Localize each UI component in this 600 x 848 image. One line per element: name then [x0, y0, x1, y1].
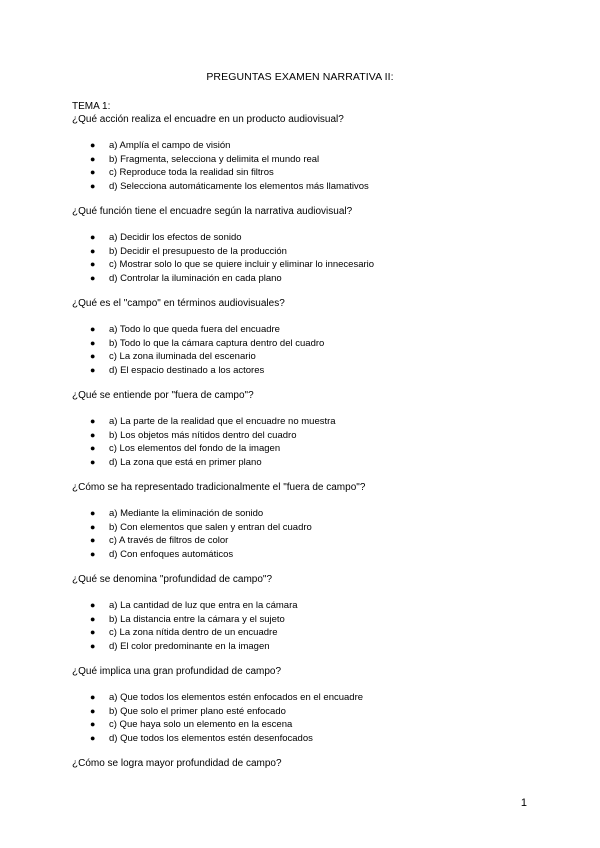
answer-option-text: b) Decidir el presupuesto de la producción [109, 245, 287, 257]
answer-option [72, 337, 532, 351]
bullet-icon: ● [90, 521, 96, 532]
bullet-icon: ● [90, 245, 96, 256]
bullet-icon: ● [90, 456, 96, 467]
answer-option [72, 180, 532, 194]
answer-option [72, 429, 532, 443]
answer-option [72, 166, 532, 180]
answer-option-text: b) Fragmenta, selecciona y delimita el mundo real [109, 153, 320, 165]
answer-option [72, 705, 532, 719]
answer-option [72, 153, 532, 167]
answer-options [72, 415, 532, 469]
answer-option-text: d) Que todos los elementos estén desenfocados [109, 732, 313, 744]
answer-option-text: c) Los elementos del fondo de la imagen [109, 443, 281, 454]
question-block [72, 205, 532, 285]
answer-option [72, 442, 532, 456]
bullet-icon: ● [90, 416, 96, 426]
bullet-icon: ● [90, 180, 96, 191]
document-title: PREGUNTAS EXAMEN NARRATIVA II: [206, 71, 394, 83]
question-list [72, 113, 532, 770]
answer-options [72, 507, 532, 561]
answer-option [72, 456, 532, 470]
bullet-icon: ● [90, 627, 96, 637]
bullet-icon: ● [90, 429, 96, 440]
question-text: ¿Qué función tiene el encuadre según la narrativa audiovisual? [72, 206, 353, 217]
answer-option-text: c) La zona nítida dentro de un encuadre [109, 627, 278, 638]
answer-option-text: b) Que solo el primer plano esté enfocado [109, 705, 286, 717]
question-text: ¿Qué acción realiza el encuadre en un producto audiovisual? [72, 114, 344, 125]
answer-option [72, 507, 532, 521]
answer-option [72, 245, 532, 259]
answer-option-text: d) Con enfoques automáticos [109, 548, 234, 560]
question-text: ¿Qué es el "campo" en términos audiovisuales? [72, 298, 285, 309]
bullet-icon: ● [90, 535, 96, 545]
answer-option-text: c) Reproduce toda la realidad sin filtros [109, 167, 274, 178]
answer-options [72, 691, 532, 745]
answer-option-text: d) Selecciona automáticamente los elementos más llamativos [109, 180, 369, 192]
answer-option-text: b) Con elementos que salen y entran del cuadro [109, 521, 312, 533]
bullet-icon: ● [90, 153, 96, 164]
answer-option [72, 599, 532, 613]
question-text: ¿Qué se entiende por "fuera de campo"? [72, 390, 254, 401]
question-text: ¿Cómo se logra mayor profundidad de campo? [72, 758, 282, 769]
answer-options [72, 139, 532, 193]
answer-option [72, 350, 532, 364]
question-text: ¿Cómo se ha representado tradicionalmente el "fuera de campo"? [72, 482, 366, 493]
answer-option [72, 613, 532, 627]
answer-option [72, 640, 532, 654]
answer-option [72, 626, 532, 640]
answer-option-text: b) Los objetos más nítidos dentro del cuadro [109, 429, 297, 441]
document-body [72, 101, 532, 770]
answer-option-text: c) A través de filtros de color [109, 535, 229, 546]
answer-option [72, 323, 532, 337]
answer-option-text: a) Amplía el campo de visión [109, 140, 231, 151]
question-text: ¿Qué implica una gran profundidad de campo? [72, 666, 282, 677]
bullet-icon: ● [90, 732, 96, 743]
bullet-icon: ● [90, 640, 96, 651]
answer-option-text: d) Controlar la iluminación en cada plano [109, 272, 282, 284]
answer-option-text: d) El espacio destinado a los actores [109, 364, 265, 376]
answer-option [72, 521, 532, 535]
answer-option [72, 272, 532, 286]
answer-option [72, 415, 532, 429]
answer-option-text: b) Todo lo que la cámara captura dentro del cuadro [109, 337, 325, 349]
answer-option-text: a) Decidir los efectos de sonido [109, 232, 242, 243]
answer-option [72, 718, 532, 732]
answer-options [72, 599, 532, 653]
bullet-icon: ● [90, 692, 96, 702]
question-block [72, 297, 532, 377]
question-block [72, 665, 532, 745]
question-text: ¿Qué se denomina "profundidad de campo"? [72, 574, 273, 585]
answer-option [72, 139, 532, 153]
answer-option-text: b) La distancia entre la cámara y el sujeto [109, 613, 285, 625]
question-block [72, 389, 532, 469]
answer-option-text: a) Mediante la eliminación de sonido [109, 508, 264, 519]
bullet-icon: ● [90, 167, 96, 177]
section-heading: TEMA 1: [72, 101, 111, 112]
answer-option [72, 534, 532, 548]
bullet-icon: ● [90, 351, 96, 361]
answer-options [72, 231, 532, 285]
question-block [72, 757, 532, 770]
answer-option [72, 691, 532, 705]
bullet-icon: ● [90, 140, 96, 150]
bullet-icon: ● [90, 705, 96, 716]
bullet-icon: ● [90, 719, 96, 729]
bullet-icon: ● [90, 337, 96, 348]
answer-option-text: a) Todo lo que queda fuera del encuadre [109, 324, 280, 335]
answer-option-text: c) La zona iluminada del escenario [109, 351, 256, 362]
answer-option-text: d) El color predominante en la imagen [109, 640, 270, 652]
bullet-icon: ● [90, 600, 96, 610]
bullet-icon: ● [90, 232, 96, 242]
bullet-icon: ● [90, 364, 96, 375]
answer-option [72, 231, 532, 245]
answer-options [72, 323, 532, 377]
bullet-icon: ● [90, 508, 96, 518]
answer-option [72, 364, 532, 378]
answer-option [72, 548, 532, 562]
bullet-icon: ● [90, 324, 96, 334]
answer-option [72, 258, 532, 272]
answer-option-text: c) Mostrar solo lo que se quiere incluir y eliminar lo innecesario [109, 259, 375, 270]
answer-option-text: a) La cantidad de luz que entra en la cámara [109, 600, 298, 611]
question-block [72, 573, 532, 653]
answer-option-text: d) La zona que está en primer plano [109, 456, 262, 468]
question-block [72, 113, 532, 193]
question-block [72, 481, 532, 561]
bullet-icon: ● [90, 272, 96, 283]
bullet-icon: ● [90, 548, 96, 559]
page-number: 1 [520, 797, 527, 809]
answer-option-text: c) Que haya solo un elemento en la escena [109, 719, 293, 730]
bullet-icon: ● [90, 259, 96, 269]
bullet-icon: ● [90, 443, 96, 453]
bullet-icon: ● [90, 613, 96, 624]
answer-option [72, 732, 532, 746]
answer-option-text: a) La parte de la realidad que el encuadre no muestra [109, 416, 336, 427]
answer-option-text: a) Que todos los elementos estén enfocados en el encuadre [109, 692, 364, 703]
